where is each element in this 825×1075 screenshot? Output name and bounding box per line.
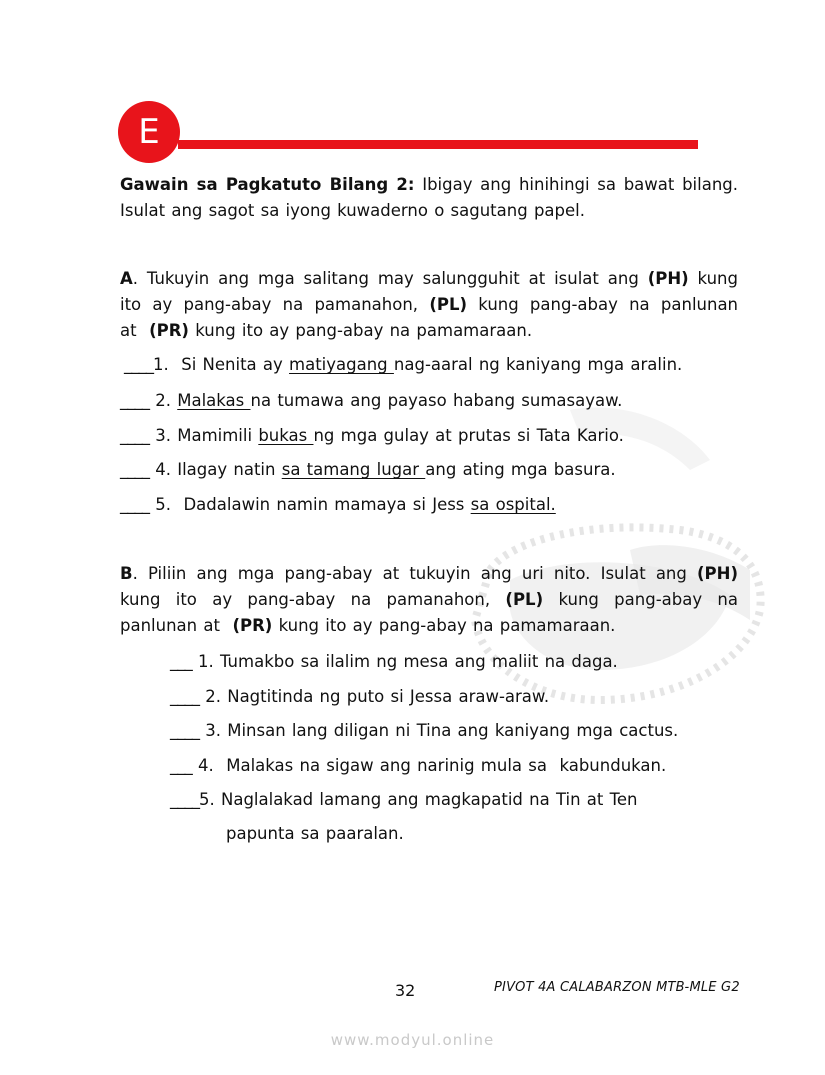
partB-item: ___ 4. Malakas na sigaw ang narinig mula sa kabundukan. [170,756,667,775]
partB-pl: (PL) [505,590,544,609]
answer-blank[interactable]: ____ [124,355,153,374]
answer-blank[interactable]: ___ [170,652,192,671]
answer-blank[interactable]: ____ [120,391,149,410]
intro-line-1 [120,172,738,198]
partB-instr-line-2: kung ito ay pang-abay na pamanahon, (PL) kung pang-abay na [120,590,738,609]
partA-item: ____ 2. Malakas na tumawa ang payaso habang sumasayaw. [120,391,623,410]
partA-letter: A [120,269,133,288]
partA-pr: (PR) [149,321,189,340]
partB-instr-line-3: panlunan at (PR) kung ito ay pang-abay na pamamaraan. [120,616,616,635]
partB-ph: (PH) [697,564,738,583]
answer-blank[interactable]: ___ [170,756,192,775]
section-badge: E [118,101,180,163]
intro-text-1: Ibigay ang hinihingi sa bawat bilang. [422,175,739,194]
partA-instr-line-2: ito ay pang-abay na pamanahon, (PL) kung pang-abay na panlunan [120,295,739,314]
page-number: 32 [395,981,416,1000]
partA-item: ____ 3. Mamimili bukas ng mga gulay at prutas si Tata Kario. [120,426,624,445]
answer-blank[interactable]: ____ [170,687,199,706]
partB-item: ____ 2. Nagtitinda ng puto si Jessa araw-araw. [170,687,550,706]
activity-title: Gawain sa Pagkatuto Bilang 2: [120,175,415,194]
partB-item5-continuation: papunta sa paaralan. [226,824,404,843]
partA-item: ____ 4. Ilagay natin sa tamang lugar ang ating mga basura. [120,460,616,479]
answer-blank[interactable]: ____ [120,460,149,479]
answer-blank[interactable]: ____ [170,721,199,740]
footer-title: PIVOT 4A CALABARZON MTB-MLE G2 [494,980,740,995]
partA-pl: (PL) [429,295,468,314]
partB-item: ___ 1. Tumakbo sa ilalim ng mesa ang maliit na daga. [170,652,618,671]
answer-blank[interactable]: ____ [120,495,149,514]
partB-instr-line-1: B. Piliin ang mga pang-abay at tukuyin ang uri nito. Isulat ang (PH) [120,564,738,583]
partA-instr-line-1: A. Tukuyin ang mga salitang may salungguhit at isulat ang (PH) kung [120,269,738,288]
partB-pr: (PR) [232,616,273,635]
intro-line-2: Isulat ang sagot sa iyong kuwaderno o sagutang papel. [120,201,585,220]
section-divider [178,140,698,149]
partA-item: ____1. Si Nenita ay matiyagang nag-aaral ng kaniyang mga aralin. [124,355,683,374]
partA-instr-line-3: at (PR) kung ito ay pang-abay na pamamaraan. [120,321,533,340]
partB-item: ____5. Naglalakad lamang ang magkapatid na Tin at Ten [170,790,638,809]
answer-blank[interactable]: ____ [170,790,199,809]
website-watermark: www.modyul.online [330,1031,495,1049]
partA-ph: (PH) [647,269,689,288]
partB-item: ____ 3. Minsan lang diligan ni Tina ang kaniyang mga cactus. [170,721,679,740]
partA-item: ____ 5. Dadalawin namin mamaya si Jess sa ospital. [120,495,556,514]
answer-blank[interactable]: ____ [120,426,149,445]
partB-letter: B [120,564,133,583]
